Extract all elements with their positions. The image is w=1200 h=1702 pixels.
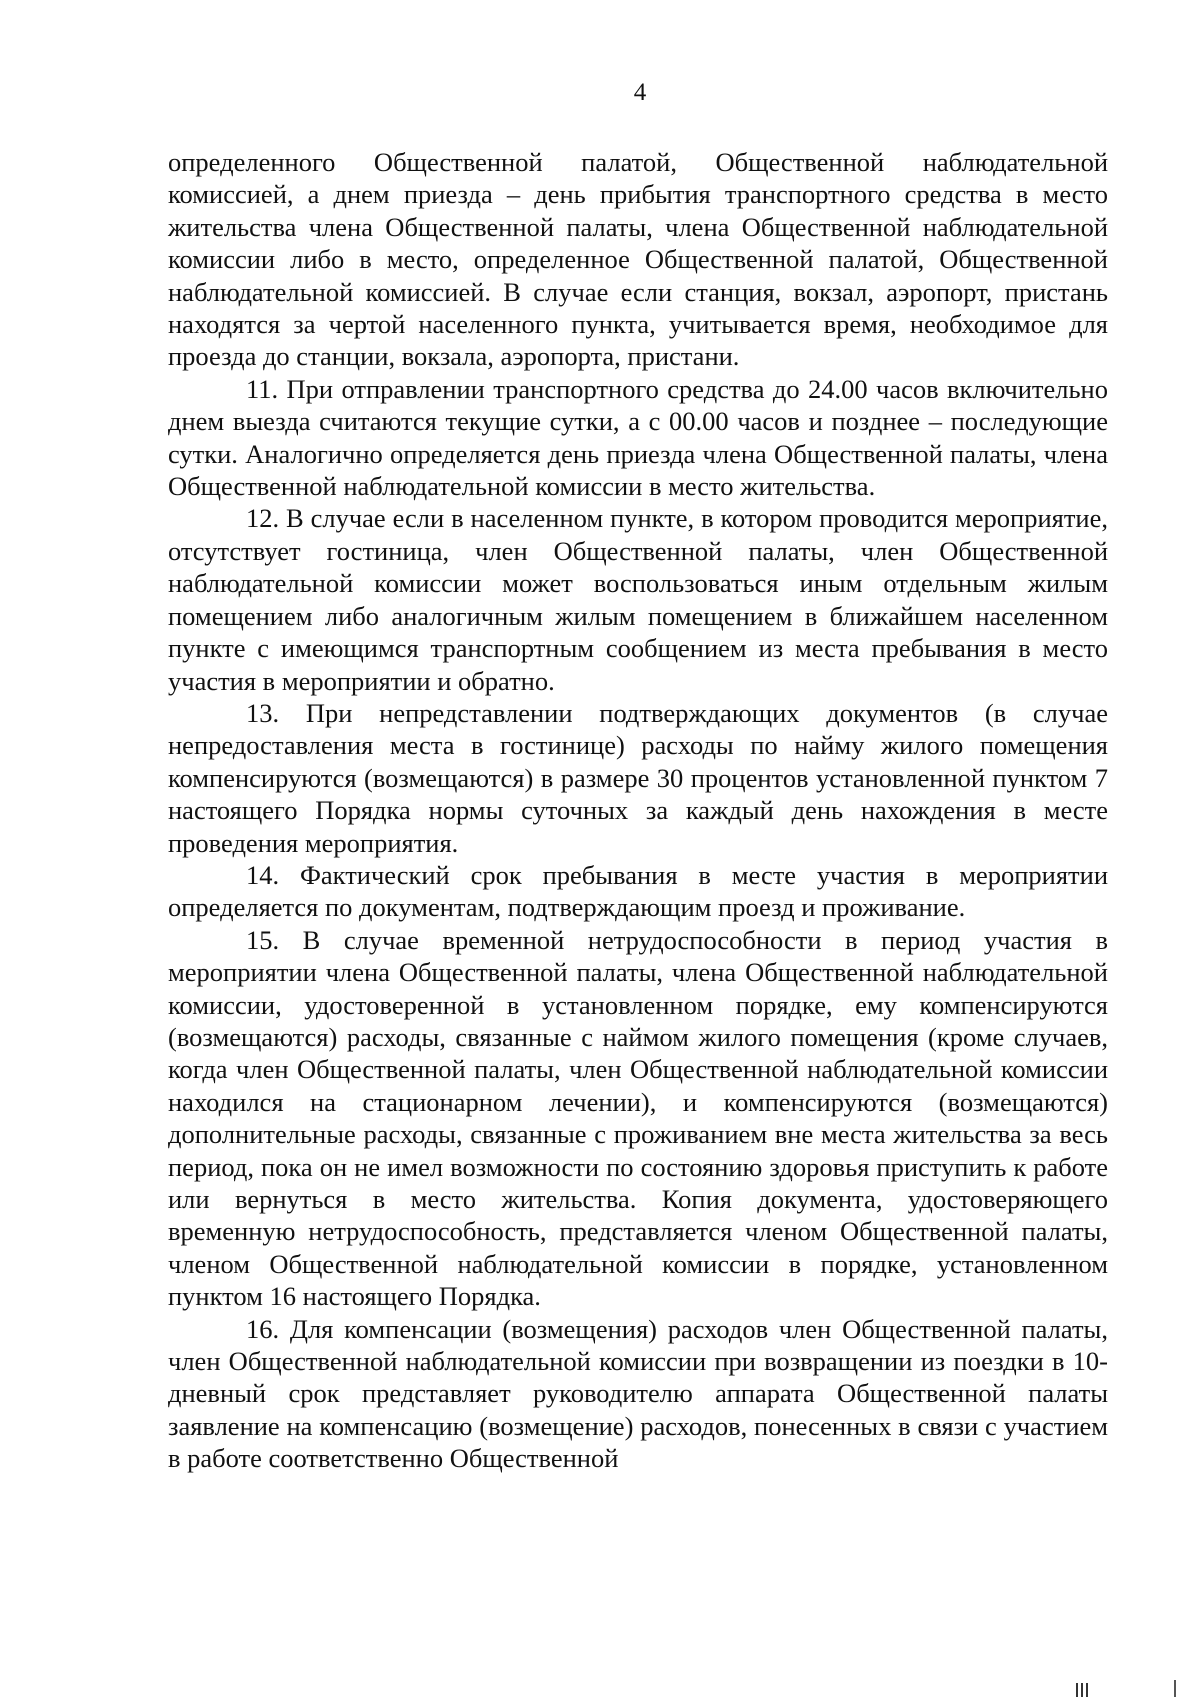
paragraph-11: 11. При отправлении транспортного средства до 24.00 часов включительно днем выезда считаются текущие сутки, а с 00.00 часов и позднее – последующие сутки. Аналогично определяется день приезда члена Общественной палаты, члена Общественной наблюдательной комиссии в место жительства. xyxy=(168,373,1108,502)
document-body xyxy=(168,146,1108,1475)
scan-edge-marks xyxy=(1076,1683,1096,1697)
scan-mark xyxy=(1086,1683,1088,1697)
paragraph-10-continued: определенного Общественной палатой, Общественной наблюдательной комиссией, а днем приезда – день прибытия транспортного средства в место жительства члена Общественной палаты, члена Общественной наблюдательной комиссии либо в место, определенное Общественной палатой, Общественной наблюдательной комиссией. В случае если станция, вокзал, аэропорт, пристань находятся за чертой населенного пункта, учитывается время, необходимое для проезда до станции, вокзала, аэропорта, пристани. xyxy=(168,147,1108,372)
page-number: 4 xyxy=(633,79,647,106)
paragraph-13: 13. При непредставлении подтверждающих документов (в случае непредоставления места в гостинице) расходы по найму жилого помещения компенсируются (возмещаются) в размере 30 процентов установленной пунктом 7 настоящего Порядка нормы суточных за каждый день нахождения в месте проведения мероприятия. xyxy=(168,697,1108,858)
paragraph-15: 15. В случае временной нетрудоспособности в период участия в мероприятии члена Общественной палаты, члена Общественной наблюдательной комиссии, удостоверенной в установленном порядке, ему компенсируются (возмещаются) расходы, связанные с наймом жилого помещения (кроме случаев, когда член Общественной палаты, член Общественной наблюдательной комиссии находился на стационарном лечении), и компенсируются (возмещаются) дополнительные расходы, связанные с проживанием вне места жительства за весь период, пока он не имел возможности по состоянию здоровья приступить к работе или вернуться в место жительства. Копия документа, удостоверяющего временную нетрудоспособность, представляется членом Общественной палаты, членом Общественной наблюдательной комиссии в порядке, установленном пунктом 16 настоящего Порядка. xyxy=(168,924,1108,1312)
scan-edge-mark-right xyxy=(1174,1680,1176,1697)
scan-mark xyxy=(1076,1683,1078,1697)
paragraph-12: 12. В случае если в населенном пункте, в котором проводится мероприятие, отсутствует гостиница, член Общественной палаты, член Общественной наблюдательной комиссии может воспользоваться иным отдельным жилым помещением либо аналогичным жилым помещением в ближайшем населенном пункте с имеющимся транспортным сообщением из места пребывания в место участия в мероприятии и обратно. xyxy=(168,503,1108,696)
scan-mark xyxy=(1081,1683,1083,1697)
paragraph-14: 14. Фактический срок пребывания в месте участия в мероприятии определяется по документам, подтверждающим проезд и проживание. xyxy=(168,859,1108,923)
paragraph-16: 16. Для компенсации (возмещения) расходов член Общественной палаты, член Общественной наблюдательной комиссии при возвращении из поездки в 10-дневный срок представляет руководителю аппарата Общественной палаты заявление на компенсацию (возмещение) расходов, понесенных в связи с участием в работе соответственно Общественной xyxy=(168,1313,1108,1474)
